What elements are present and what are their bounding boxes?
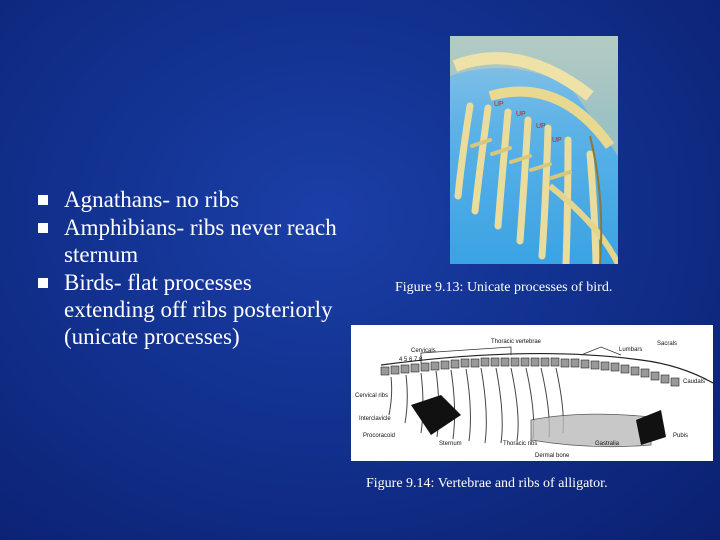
alligator-skeleton-diagram — [351, 325, 713, 461]
label-cervical-ribs: Cervical ribs — [355, 393, 389, 399]
bullet-item — [38, 214, 338, 268]
bullet-square-icon — [38, 223, 48, 233]
label-lumbars: Lumbars — [619, 347, 643, 353]
label-procoracoid: Procoracoid — [363, 433, 396, 439]
label-cervicals: Cervicals — [411, 348, 436, 354]
label-sacrals: Sacrals — [657, 341, 678, 347]
bullet-square-icon — [38, 195, 48, 205]
up-label: UP — [552, 137, 562, 144]
label-thoracic-ribs: Thoracic ribs — [503, 441, 538, 447]
label-dermal-bone: Dermal bone — [535, 453, 570, 459]
bird-ribs-illustration — [450, 36, 618, 264]
figure-caption: Figure 9.13: Unicate processes of bird. — [395, 280, 613, 295]
bullet-item — [38, 186, 338, 213]
bullet-text: Amphibians- ribs never reach sternum — [64, 215, 337, 267]
bullet-square-icon — [38, 278, 48, 288]
up-label: UP — [494, 101, 504, 108]
bullet-list — [38, 186, 338, 351]
bullet-text: Birds- flat processes extending off ribs posteriorly (unicate processes) — [64, 270, 333, 349]
label-caudals: Caudals — [683, 379, 706, 385]
label-interclavicle: Interclavicle — [359, 416, 391, 422]
up-label: UP — [516, 111, 526, 118]
label-thoracic-vertebrae: Thoracic vertebrae — [491, 339, 542, 345]
bird-skeleton-photo — [450, 36, 618, 264]
bullet-item — [38, 269, 338, 350]
label-pubis: Pubis — [673, 433, 689, 439]
label-sternum: Sternum — [439, 441, 462, 447]
label-numbers: 4 5 6 7 8 — [399, 357, 423, 363]
label-gastralia: Gastralia — [595, 441, 620, 447]
figure-caption: Figure 9.14: Vertebrae and ribs of alligator. — [366, 476, 608, 491]
up-label: UP — [536, 123, 546, 130]
bullet-text: Agnathans- no ribs — [64, 187, 240, 212]
